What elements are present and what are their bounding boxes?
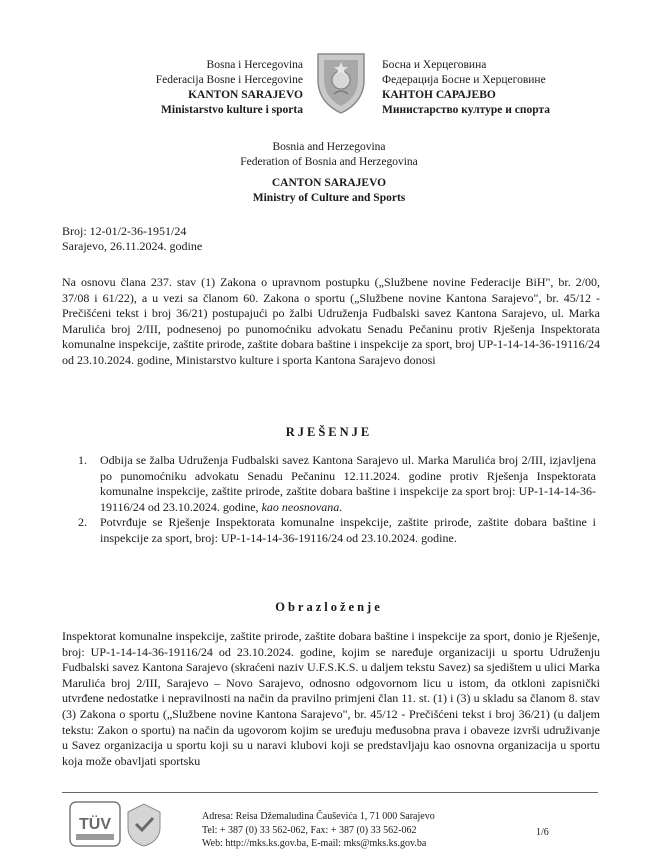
decision-item <box>78 515 596 546</box>
header-country: Bosna i Hercegovina <box>206 59 303 71</box>
decision-heading: RJEŠENJE <box>285 425 373 439</box>
coat-of-arms-icon <box>312 50 370 116</box>
document-meta <box>62 224 202 254</box>
header-canton-cyr: КАНТОН САРАЈЕВО <box>382 89 496 101</box>
reasoning-heading: Obrazloženje <box>275 600 383 614</box>
reference-number: Broj: 12-01/2-36-1951/24 <box>62 224 187 238</box>
footer-phone: Tel: + 387 (0) 33 562-062, Fax: + 387 (0) 33 562-062 <box>202 824 417 836</box>
footer-web[interactable]: Web: http://mks.ks.gov.ba, E-mail: mks@mks.ks.gov.ba <box>202 838 427 849</box>
footer-contact <box>202 810 435 851</box>
header-federation-cyr: Федерација Босне и Херцеговине <box>382 74 546 86</box>
page-number: 1/6 <box>536 827 549 838</box>
header-canton-en: CANTON SARAJEVO <box>271 177 387 189</box>
header-ministry: Ministarstvo kulture i sporta <box>161 104 303 116</box>
place-date: Sarajevo, 26.11.2024. godine <box>62 239 203 253</box>
footer-divider <box>62 792 598 793</box>
header-english <box>0 140 658 206</box>
header-country-cyr: Босна и Херцеговина <box>382 59 487 71</box>
header-federation: Federacija Bosne i Hercegovine <box>155 74 303 86</box>
header-country-en: Bosnia and Herzegovina <box>272 141 386 153</box>
header-ministry-cyr: Министарство културе и спорта <box>382 104 551 116</box>
item-text: Potvrđuje se Rješenje Inspektorata komunalne inspekcije, zaštite prirode, zaštite dobara baštine i inspekcije za sport, broj: UP-1-14-14-36-19116/24 od 23.10.2024. godine. <box>100 515 596 545</box>
reasoning-paragraph: Inspektorat komunalne inspekcije, zaštite prirode, zaštite dobara baštine i inspekcije za sport, donio je Rješenje, broj: UP-1-14-14-36-19116/24 od 23.10.2024. godine, kojim se naređuje organizaciji u sportu Udruženju Fudbalski savez Kantona Sarajevo (skraćeni naziv U.F.S.K.S. u daljem tekstu Savez) sa sjedištem u ulici Marka Marulića broj 2/III, Sarajevo – Novo Sarajevo, odnosno odgovornom licu u istom, da otkloni zapisnički utvrđene nedostatke i nepravilnosti na način da pravilno primjeni član 11. st. (1) i (3) u skladu sa članom 8. stav (3) Zakona o sportu („Službene novine Kantona Sarajevo", br. 45/12 - Prečišćeni tekst i broj 36/21) (u daljem tekstu: Zakon o sportu) na način da ugovorom kojim se uređuju međusobna prava i obaveze izvrši udruživanje u Savez organizacija u sportu koji su u naravi klubovi koji se predstavljaju kao osnovna organizacija u sportu koja može obavljati sportsku <box>62 629 600 768</box>
header-ministry-en: Ministry of Culture and Sports <box>252 192 406 204</box>
decision-item <box>78 453 596 515</box>
item-number: 2. <box>78 515 87 530</box>
header-federation-en: Federation of Bosnia and Herzegovina <box>240 156 418 168</box>
footer-address: Adresa: Reisa Džemaludina Čauševića 1, 71 000 Sarajevo <box>202 811 435 822</box>
header-latin <box>0 58 303 118</box>
item-number: 1. <box>78 453 87 467</box>
item-text: Odbija se žalba Udruženja Fudbalski savez Kantona Sarajevo ul. Marka Marulića broj 2/III, izjavljena po punomoćniku advokatu Senadu Pečaninu 12.11.2024. godine protiv Rješenja Inspektorata komunalne inspekcije, zaštite prirode, zaštite dobara baštine i inspekcije za sport broj: UP-1-14-14-36-19116/24 od 23.10.2024. godine, <box>100 453 596 514</box>
intro-paragraph: Na osnovu člana 237. stav (1) Zakona o upravnom postupku („Službene novine Federacije BiH", br. 2/00, 37/08 i 61/22), a u vezi sa članom 60. Zakona o sportu („Službene novine Kantona Sarajevo", br. 45/12 - Prečišćeni tekst i broj 36/21) postupajući po žalbi Udruženja Fudbalski savez Kantona Sarajevo, ul. Marka Marulića broj 2/III, podnesenoj po punomoćniku advokatu Senadu Pečaninu protiv Rješenja Inspektorata komunalne inspekcije, zaštite prirode, zaštite dobara baštine i inspekcije za sport, broj UP-1-14-14-36-19116/24 od 23.10.2024. godine, Ministarstvo kulture i sporta Kantona Sarajevo donosi <box>62 275 600 367</box>
tuv-certification-logo <box>62 798 172 850</box>
svg-text:TÜV: TÜV <box>79 816 111 833</box>
header-canton: KANTON SARAJEVO <box>188 89 303 101</box>
item-emphasis: kao neosnovana. <box>261 499 343 514</box>
header-cyrillic <box>382 58 642 118</box>
decision-list <box>78 453 596 547</box>
